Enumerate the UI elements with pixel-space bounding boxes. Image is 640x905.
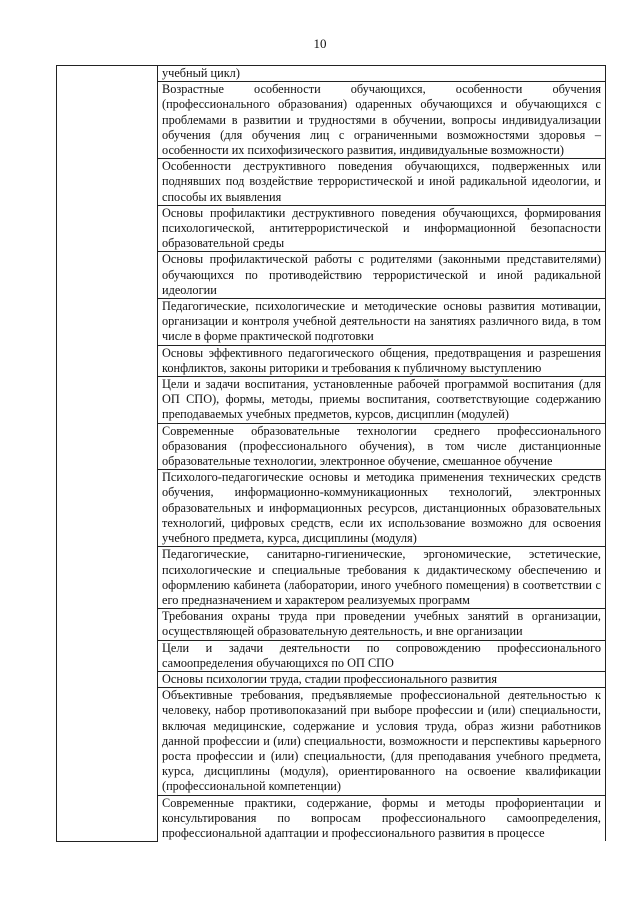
cell-text: Цели и задачи деятельности по сопровождению профессионального самоопределения обучающихся по ОП СПО <box>162 640 601 670</box>
cell-text: Педагогические, санитарно-гигиенические, эргономические, эстетические, психологические и специальные требования к дидактическому обеспечению и оформлению кабинета (лаборатории, иного учебного помещения) в соответствии с его предназначением и характером реализуемых программ <box>162 547 601 607</box>
cell-text: Особенности деструктивного поведения обучающихся, подверженных или поднявших под воздействие террористической и иной радикальной идеологии, и способы их выявления <box>162 159 601 204</box>
table-cell <box>158 377 606 424</box>
table-cell <box>158 82 606 159</box>
table-cell <box>158 205 606 252</box>
table-cell <box>158 345 606 376</box>
table-cell <box>158 423 606 470</box>
cell-text: Объективные требования, предъявляемые профессиональной деятельностью к человеку, набор противопоказаний при выборе профессии и (или) специальности, включая медицинские, содержание и условия труда, образ жизни работников данной профессии и (или) специальности, возможности и перспективы карьерного роста профессии и (или) специальности, (для преподавания учебного предмета, курса, дисциплины (модуля), ориентированного на освоение квалификации (профессиональной компетенции) <box>162 688 601 794</box>
page-number: 10 <box>313 36 327 51</box>
cell-text: учебный цикл) <box>162 66 240 80</box>
table-cell <box>158 795 606 841</box>
cell-text: Требования охраны труда при проведении учебных занятий в организации, осуществляющей образовательную деятельность, и вне организации <box>162 609 601 639</box>
table-cell <box>158 66 606 82</box>
cell-text: Основы психологии труда, стадии профессионального развития <box>162 671 498 686</box>
cell-text: Возрастные особенности обучающихся, особенности обучения (профессионального образования) одаренных обучающихся и обучающихся с проблемами в развитии и трудностями в обучении, вопросы индивидуализации обучения (для обучения лиц с ограниченными возможностями здоровья – особенности их психофизического развития, индивидуальные возможности) <box>162 82 601 158</box>
cell-text: Психолого-педагогические основы и методика применения технических средств обучения, информационно-коммуникационных технологий, электронных образовательных и информационных ресурсов, дистанционных образовательных технологий, цифровых средств, если их использование возможно для освоения учебного предмета, курса, дисциплины (модуля) <box>162 470 601 546</box>
table-cell <box>158 609 606 640</box>
cell-text: Основы профилактики деструктивного поведения обучающихся, формирования психологической, антитеррористической и информационной безопасности образовательной среды <box>162 205 601 251</box>
table-cell <box>158 547 606 609</box>
table-cell <box>158 299 606 346</box>
table-cell <box>158 671 606 687</box>
cell-text: Современные практики, содержание, формы и методы профориентации и консультирования по вопросам профессионального самоопределения, профессиональной адаптации и профессионального развития в процессе <box>162 795 601 840</box>
table-cell <box>158 688 606 795</box>
cell-text: Основы эффективного педагогического общения, предотвращения и разрешения конфликтов, законы риторики и требования к публичному выступлению <box>162 345 601 375</box>
cell-text: Педагогические, психологические и методические основы развития мотивации, организации и контроля учебной деятельности на занятиях различного вида, в том числе в форме практической подготовки <box>162 299 601 344</box>
table-cell <box>158 470 606 547</box>
left-column-cell <box>57 66 158 842</box>
table-cell <box>158 159 606 206</box>
table-cell <box>158 252 606 299</box>
cell-text: Современные образовательные технологии среднего профессионального образования (профессионального обучения), в том числе дистанционные образовательные технологии, электронное обучение, смешанное обучение <box>162 423 601 469</box>
requirements-table <box>56 65 606 842</box>
table-row <box>57 66 606 82</box>
cell-text: Цели и задачи воспитания, установленные рабочей программой воспитания (для ОП СПО), формы, методы, приемы воспитания, соответствующие содержанию преподаваемых учебных предметов, курсов, дисциплин (модулей) <box>162 377 601 422</box>
table-cell <box>158 640 606 671</box>
cell-text: Основы профилактической работы с родителями (законными представителями) обучающихся по противодействию террористической и иной радикальной идеологии <box>162 252 601 297</box>
